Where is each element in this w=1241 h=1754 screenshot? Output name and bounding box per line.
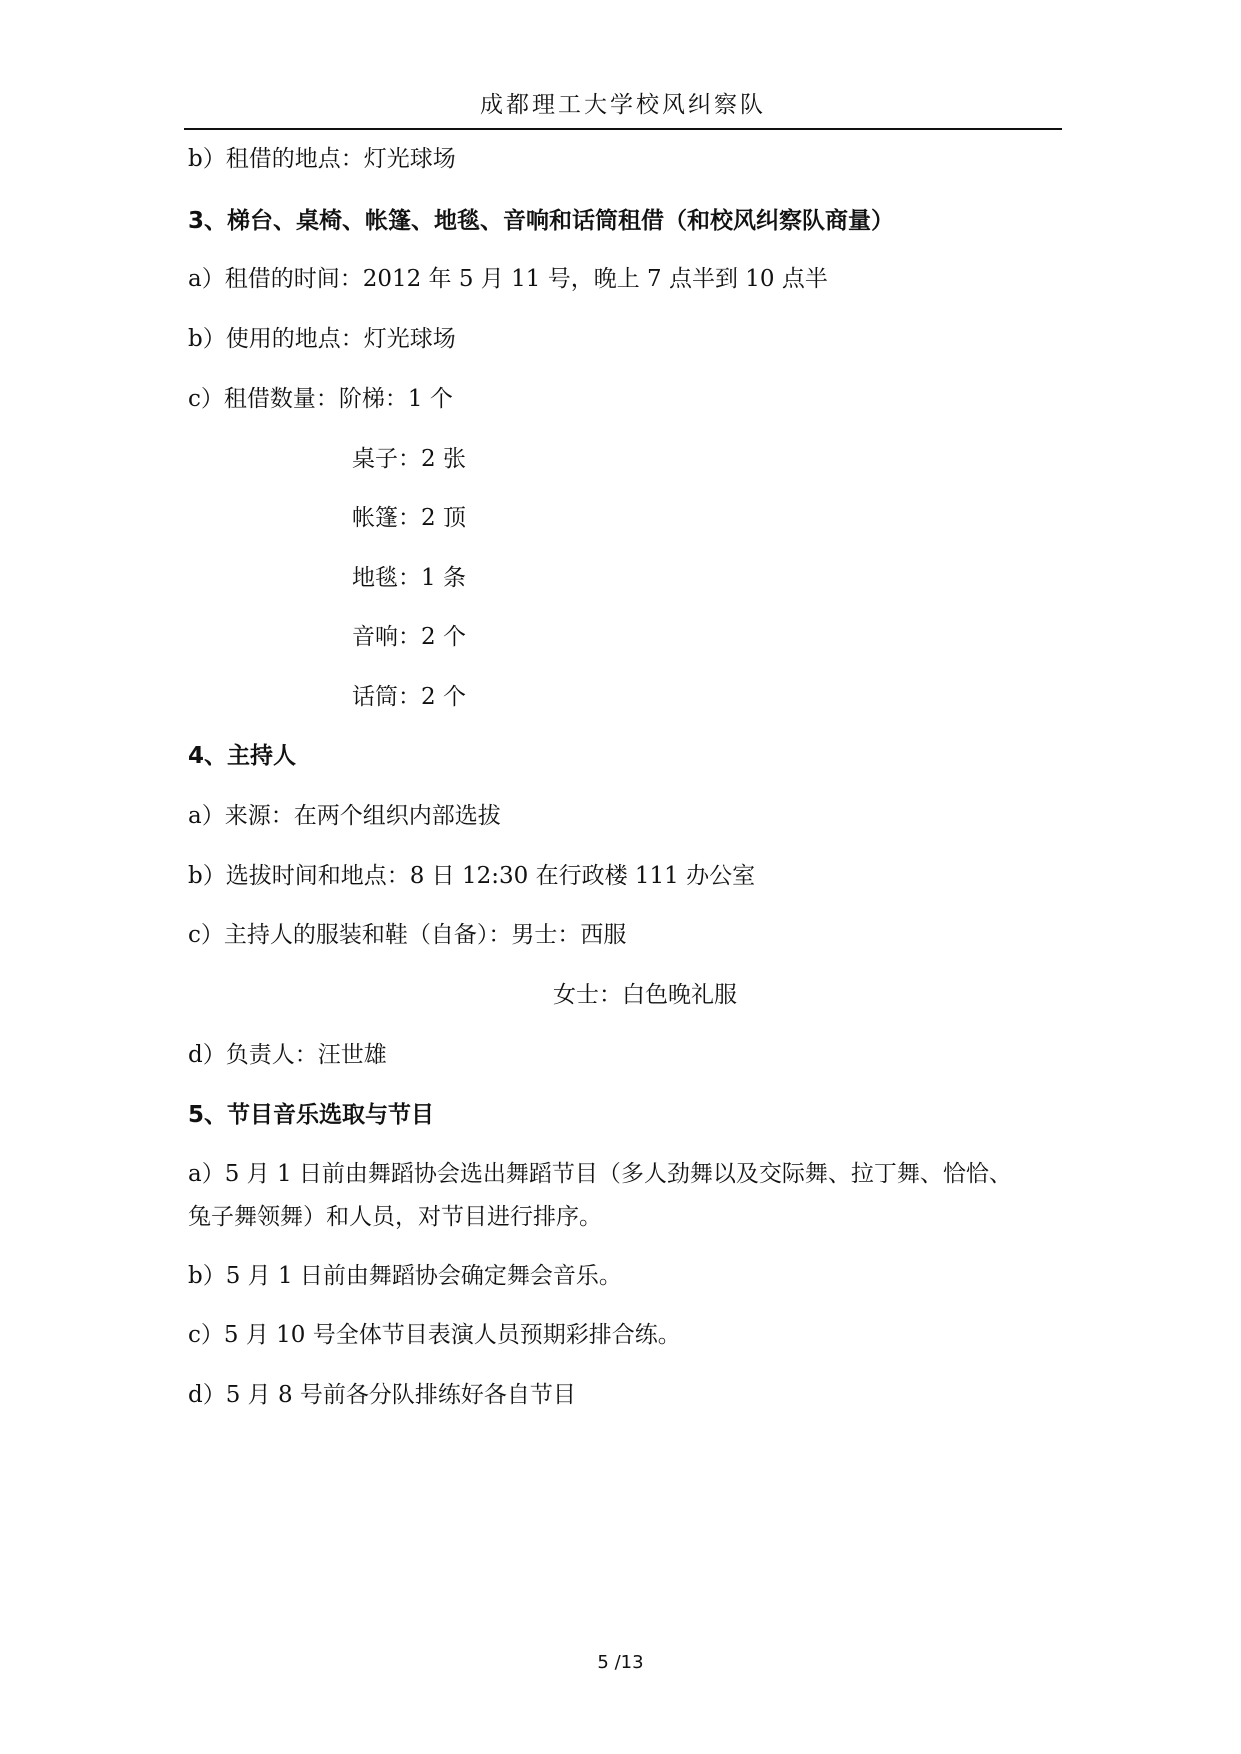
text-line: a）来源：在两个组织内部选拔 — [188, 803, 501, 829]
page-header-title: 成都理工大学校风纠察队 — [480, 92, 766, 118]
text-line: d）负责人：汪世雄 — [188, 1042, 387, 1068]
section-heading-3: 3、梯台、桌椅、帐篷、地毯、音响和话筒租借（和校风纠察队商量） — [188, 208, 895, 234]
text-line: d）5 月 8 号前各分队排练好各自节目 — [188, 1382, 576, 1408]
text-line: c）5 月 10 号全体节目表演人员预期彩排合练。 — [188, 1322, 681, 1348]
text-line-indented: 帐篷：2 顶 — [352, 505, 466, 531]
text-line-indented: 话筒：2 个 — [352, 684, 466, 710]
text-line-indented: 地毯：1 条 — [352, 565, 466, 591]
text-line: a）5 月 1 日前由舞蹈协会选出舞蹈节目（多人劲舞以及交际舞、拉丁舞、恰恰、 — [188, 1161, 1012, 1187]
text-line: b）选拔时间和地点：8 日 12:30 在行政楼 111 办公室 — [188, 863, 756, 889]
text-line: a）租借的时间：2012 年 5 月 11 号，晚上 7 点半到 10 点半 — [188, 266, 828, 292]
section-heading-4: 4、主持人 — [188, 743, 297, 769]
text-line: b）5 月 1 日前由舞蹈协会确定舞会音乐。 — [188, 1263, 622, 1289]
text-line: 兔子舞领舞）和人员，对节目进行排序。 — [188, 1204, 602, 1230]
text-line: c）租借数量：阶梯：1 个 — [188, 386, 453, 412]
text-line-indented: 桌子：2 张 — [352, 446, 466, 472]
text-line-indented: 音响：2 个 — [352, 624, 466, 650]
text-line: c）主持人的服装和鞋（自备）：男士：西服 — [188, 922, 627, 948]
text-line-indented: 女士：白色晚礼服 — [553, 982, 737, 1008]
page-number: 5 /13 — [597, 1652, 644, 1673]
text-line: b）租借的地点：灯光球场 — [188, 146, 456, 172]
text-line: b）使用的地点：灯光球场 — [188, 326, 456, 352]
section-heading-5: 5、节目音乐选取与节目 — [188, 1102, 435, 1128]
header-divider — [184, 128, 1062, 130]
